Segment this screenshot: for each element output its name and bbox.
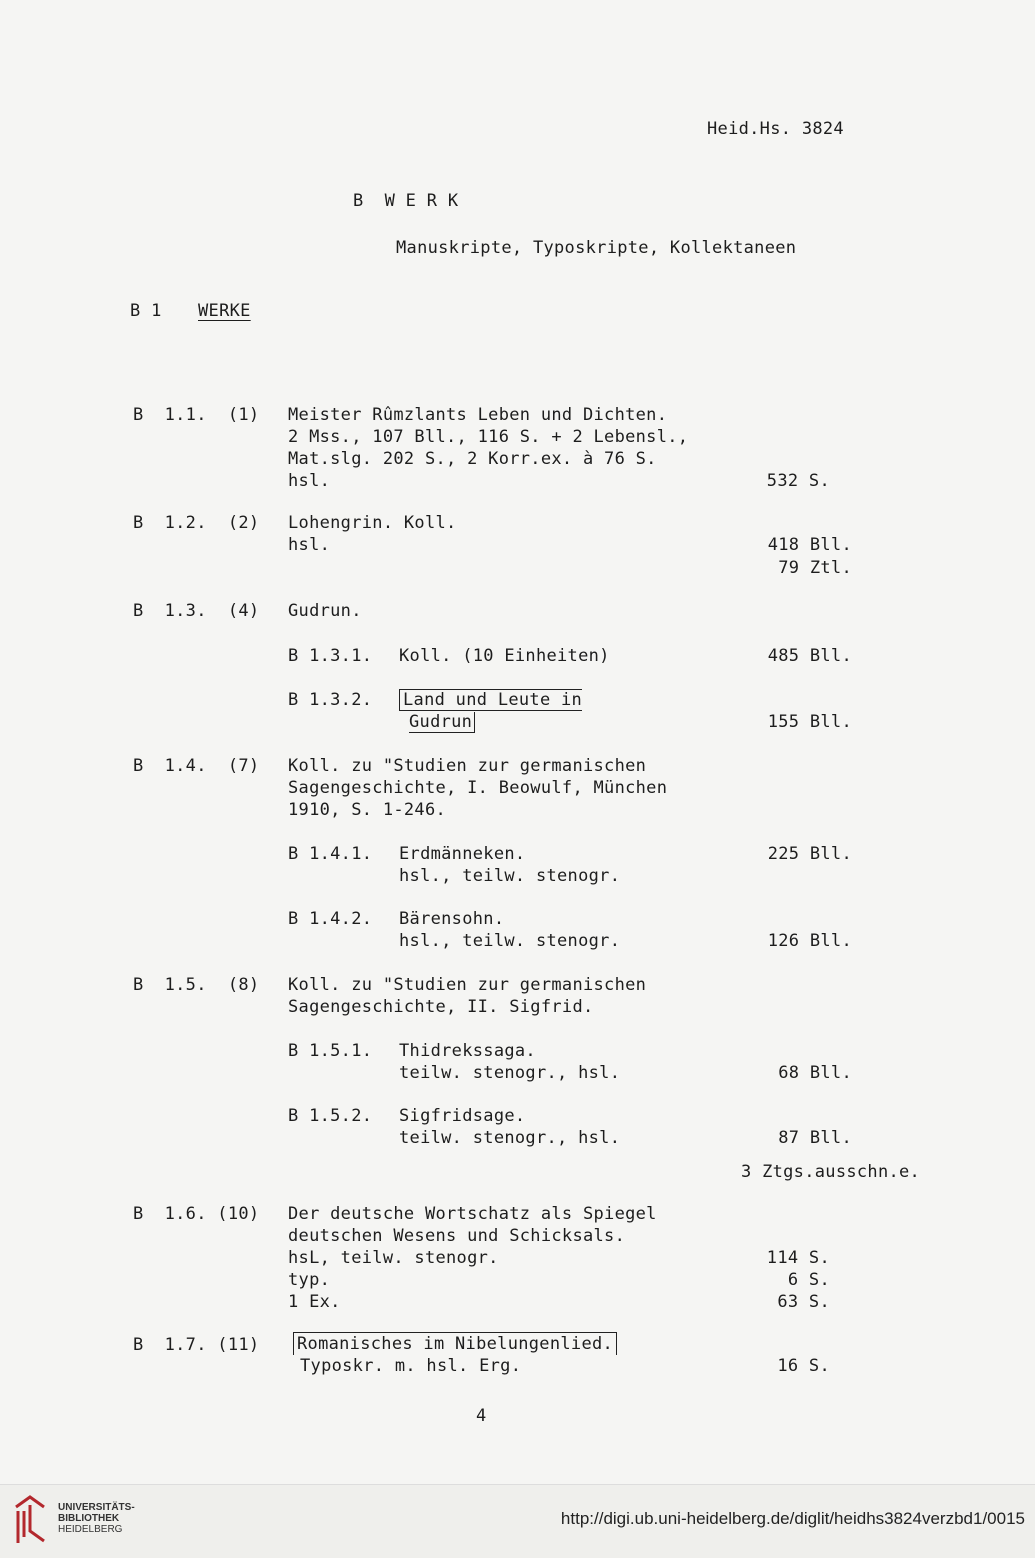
- entry-amount: 418 Bll.: [767, 535, 852, 555]
- entry-line: Mat.slg. 202 S., 2 Korr.ex. à 76 S.: [288, 449, 657, 469]
- subentry-amount: 155 Bll.: [767, 712, 852, 732]
- entry-line: [293, 1332, 617, 1355]
- entry-line: Gudrun.: [288, 601, 362, 621]
- subentry-amount: 225 Bll.: [767, 844, 852, 864]
- library-name: [58, 1502, 135, 1535]
- subentry-code: B 1.4.2.: [288, 909, 373, 929]
- subentry-line: teilw. stenogr., hsl.: [399, 1128, 621, 1148]
- section-subtitle: Manuskripte, Typoskripte, Kollektaneen: [396, 238, 797, 258]
- bracket-close: Gudrun: [409, 712, 475, 733]
- entry-line: Koll. zu "Studien zur germanischen: [288, 756, 647, 776]
- entry-line: Sagengeschichte, I. Beowulf, München: [288, 778, 668, 798]
- entry-code: B 1.6. (10): [133, 1204, 260, 1224]
- entry-line: hsl.: [288, 471, 331, 491]
- subentry-line: [409, 711, 475, 733]
- subentry-line: Koll. (10 Einheiten): [399, 646, 610, 666]
- subentry-code: B 1.5.1.: [288, 1041, 373, 1061]
- subentry-code: B 1.3.1.: [288, 646, 373, 666]
- library-name-line: UNIVERSITÄTS-: [58, 1502, 135, 1513]
- entry-line: Lohengrin. Koll.: [288, 513, 457, 533]
- entry-amount: 114 S.: [766, 1248, 830, 1268]
- subentry-line: Sigfridsage.: [399, 1106, 526, 1126]
- entry-code: B 1.5. (8): [133, 975, 260, 995]
- section-title: B W E R K: [353, 191, 459, 211]
- entry-code: B 1.2. (2): [133, 513, 260, 533]
- entry-code: B 1.7. (11): [133, 1335, 260, 1355]
- entry-line: 2 Mss., 107 Bll., 116 S. + 2 Lebensl.,: [288, 427, 689, 447]
- subentry-line: Erdmänneken.: [399, 844, 526, 864]
- page-number: 4: [476, 1406, 487, 1426]
- footer-bar: [0, 1484, 1035, 1558]
- entry-line: Sagengeschichte, II. Sigfrid.: [288, 997, 594, 1017]
- entry-line: typ.: [288, 1270, 331, 1290]
- entry-line: Typoskr. m. hsl. Erg.: [300, 1356, 522, 1376]
- entry-line: deutschen Wesens und Schicksals.: [288, 1226, 626, 1246]
- entry-line: Meister Rûmzlants Leben und Dichten.: [288, 405, 668, 425]
- entry-code: B 1.1. (1): [133, 405, 260, 425]
- subentry-amount: 485 Bll.: [767, 646, 852, 666]
- entry-code: B 1.3. (4): [133, 601, 260, 621]
- bracketed-title: Romanisches im Nibelungenlied.: [293, 1332, 617, 1355]
- group-label: WERKE: [198, 301, 251, 321]
- entry-amount: 16 S.: [777, 1356, 830, 1376]
- subentry-line: hsl., teilw. stenogr.: [399, 866, 621, 886]
- entry-line: Der deutsche Wortschatz als Spiegel: [288, 1204, 657, 1224]
- entry-extra: 3 Ztgs.ausschn.e.: [741, 1162, 921, 1182]
- library-logo-icon: [10, 1493, 50, 1547]
- entry-line: 1910, S. 1-246.: [288, 800, 447, 820]
- subentry-line: [399, 689, 582, 711]
- shelfmark: Heid.Hs. 3824: [707, 119, 844, 139]
- entry-amount: 6 S.: [787, 1270, 830, 1290]
- entry-line: hsl.: [288, 535, 331, 555]
- subentry-line: Bärensohn.: [399, 909, 505, 929]
- subentry-code: B 1.3.2.: [288, 690, 373, 710]
- subentry-line: teilw. stenogr., hsl.: [399, 1063, 621, 1083]
- entry-line: 1 Ex.: [288, 1292, 341, 1312]
- group-code: B 1: [130, 301, 162, 321]
- subentry-amount: 87 Bll.: [778, 1128, 852, 1148]
- library-name-line: BIBLIOTHEK: [58, 1513, 120, 1524]
- subentry-code: B 1.4.1.: [288, 844, 373, 864]
- source-url-link[interactable]: http://digi.ub.uni-heidelberg.de/diglit/heidhs3824verzbd1/0015: [560, 1509, 1025, 1528]
- entry-amount: 532 S.: [766, 471, 830, 491]
- entry-amount: 79 Ztl.: [778, 558, 852, 578]
- bracket-open: Land und Leute in: [399, 689, 582, 711]
- entry-line: hsL, teilw. stenogr.: [288, 1248, 499, 1268]
- subentry-line: hsl., teilw. stenogr.: [399, 931, 621, 951]
- subentry-code: B 1.5.2.: [288, 1106, 373, 1126]
- library-name-line: HEIDELBERG: [58, 1524, 123, 1535]
- entry-code: B 1.4. (7): [133, 756, 260, 776]
- entry-amount: 63 S.: [777, 1292, 830, 1312]
- entry-line: Koll. zu "Studien zur germanischen: [288, 975, 647, 995]
- subentry-line: Thidrekssaga.: [399, 1041, 536, 1061]
- subentry-amount: 126 Bll.: [767, 931, 852, 951]
- subentry-amount: 68 Bll.: [778, 1063, 852, 1083]
